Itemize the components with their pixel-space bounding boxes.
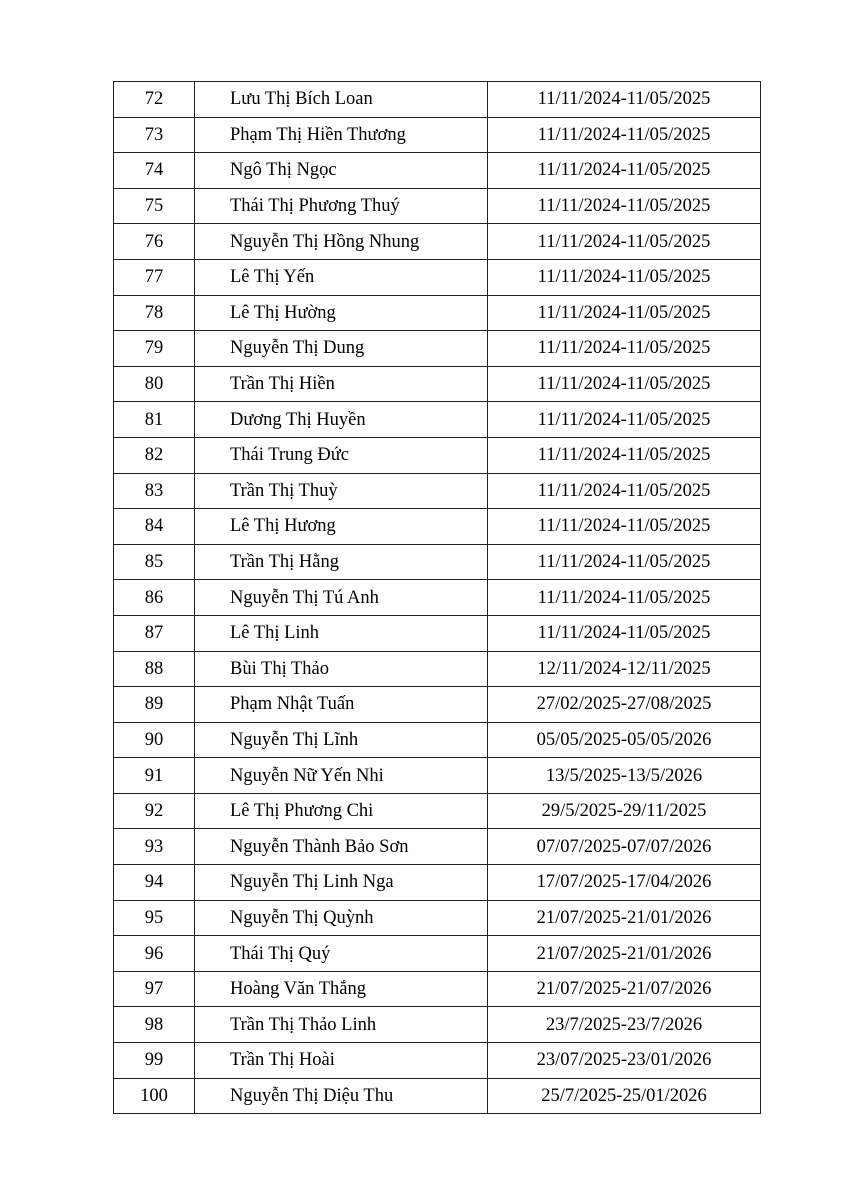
- date-range-cell: 11/11/2024-11/05/2025: [488, 82, 761, 118]
- person-name-cell: Lê Thị Hường: [195, 295, 488, 331]
- table-body: [114, 82, 761, 1114]
- date-range-cell: 11/11/2024-11/05/2025: [488, 295, 761, 331]
- table-row: [114, 900, 761, 936]
- person-name-cell: Lưu Thị Bích Loan: [195, 82, 488, 118]
- person-name-cell: Hoàng Văn Thắng: [195, 971, 488, 1007]
- person-name-cell: Nguyễn Thị Hồng Nhung: [195, 224, 488, 260]
- table-row: [114, 580, 761, 616]
- table-row: [114, 153, 761, 189]
- date-range-cell: 29/5/2025-29/11/2025: [488, 793, 761, 829]
- person-name-cell: Bùi Thị Thảo: [195, 651, 488, 687]
- row-number-cell: 100: [114, 1078, 195, 1114]
- date-range-cell: 11/11/2024-11/05/2025: [488, 224, 761, 260]
- records-table: [113, 81, 761, 1114]
- date-range-cell: 11/11/2024-11/05/2025: [488, 509, 761, 545]
- row-number-cell: 79: [114, 331, 195, 367]
- table-row: [114, 865, 761, 901]
- row-number-cell: 89: [114, 687, 195, 723]
- date-range-cell: 11/11/2024-11/05/2025: [488, 402, 761, 438]
- date-range-cell: 27/02/2025-27/08/2025: [488, 687, 761, 723]
- row-number-cell: 77: [114, 259, 195, 295]
- row-number-cell: 88: [114, 651, 195, 687]
- table-row: [114, 722, 761, 758]
- row-number-cell: 86: [114, 580, 195, 616]
- table-row: [114, 331, 761, 367]
- date-range-cell: 11/11/2024-11/05/2025: [488, 331, 761, 367]
- table-row: [114, 224, 761, 260]
- person-name-cell: Lê Thị Hương: [195, 509, 488, 545]
- row-number-cell: 81: [114, 402, 195, 438]
- date-range-cell: 21/07/2025-21/07/2026: [488, 971, 761, 1007]
- table-row: [114, 1078, 761, 1114]
- table-row: [114, 259, 761, 295]
- row-number-cell: 73: [114, 117, 195, 153]
- row-number-cell: 95: [114, 900, 195, 936]
- table-row: [114, 1007, 761, 1043]
- row-number-cell: 97: [114, 971, 195, 1007]
- row-number-cell: 76: [114, 224, 195, 260]
- table-row: [114, 473, 761, 509]
- table-row: [114, 402, 761, 438]
- person-name-cell: Thái Thị Quý: [195, 936, 488, 972]
- table-row: [114, 295, 761, 331]
- table-row: [114, 509, 761, 545]
- row-number-cell: 87: [114, 615, 195, 651]
- date-range-cell: 05/05/2025-05/05/2026: [488, 722, 761, 758]
- table-row: [114, 615, 761, 651]
- date-range-cell: 11/11/2024-11/05/2025: [488, 473, 761, 509]
- person-name-cell: Dương Thị Huyền: [195, 402, 488, 438]
- date-range-cell: 21/07/2025-21/01/2026: [488, 936, 761, 972]
- person-name-cell: Trần Thị Hoài: [195, 1043, 488, 1079]
- row-number-cell: 96: [114, 936, 195, 972]
- person-name-cell: Trần Thị Thuỳ: [195, 473, 488, 509]
- person-name-cell: Thái Thị Phương Thuý: [195, 188, 488, 224]
- row-number-cell: 98: [114, 1007, 195, 1043]
- date-range-cell: 11/11/2024-11/05/2025: [488, 580, 761, 616]
- date-range-cell: 07/07/2025-07/07/2026: [488, 829, 761, 865]
- table-row: [114, 829, 761, 865]
- date-range-cell: 11/11/2024-11/05/2025: [488, 366, 761, 402]
- person-name-cell: Lê Thị Linh: [195, 615, 488, 651]
- row-number-cell: 84: [114, 509, 195, 545]
- table-row: [114, 1043, 761, 1079]
- person-name-cell: Nguyễn Thị Lĩnh: [195, 722, 488, 758]
- row-number-cell: 80: [114, 366, 195, 402]
- table-row: [114, 936, 761, 972]
- person-name-cell: Nguyễn Thị Tú Anh: [195, 580, 488, 616]
- person-name-cell: Nguyễn Thị Linh Nga: [195, 865, 488, 901]
- date-range-cell: 12/11/2024-12/11/2025: [488, 651, 761, 687]
- date-range-cell: 11/11/2024-11/05/2025: [488, 259, 761, 295]
- date-range-cell: 11/11/2024-11/05/2025: [488, 188, 761, 224]
- table-row: [114, 793, 761, 829]
- row-number-cell: 78: [114, 295, 195, 331]
- date-range-cell: 17/07/2025-17/04/2026: [488, 865, 761, 901]
- date-range-cell: 21/07/2025-21/01/2026: [488, 900, 761, 936]
- person-name-cell: Thái Trung Đức: [195, 437, 488, 473]
- person-name-cell: Phạm Thị Hiền Thương: [195, 117, 488, 153]
- table-row: [114, 687, 761, 723]
- person-name-cell: Lê Thị Yến: [195, 259, 488, 295]
- person-name-cell: Phạm Nhật Tuấn: [195, 687, 488, 723]
- row-number-cell: 74: [114, 153, 195, 189]
- row-number-cell: 85: [114, 544, 195, 580]
- table-row: [114, 82, 761, 118]
- table-row: [114, 544, 761, 580]
- date-range-cell: 23/7/2025-23/7/2026: [488, 1007, 761, 1043]
- person-name-cell: Nguyễn Thành Bảo Sơn: [195, 829, 488, 865]
- table-row: [114, 117, 761, 153]
- row-number-cell: 92: [114, 793, 195, 829]
- row-number-cell: 82: [114, 437, 195, 473]
- person-name-cell: Trần Thị Hiền: [195, 366, 488, 402]
- row-number-cell: 90: [114, 722, 195, 758]
- person-name-cell: Nguyễn Nữ Yến Nhi: [195, 758, 488, 794]
- table-row: [114, 188, 761, 224]
- date-range-cell: 11/11/2024-11/05/2025: [488, 437, 761, 473]
- table-row: [114, 366, 761, 402]
- date-range-cell: 23/07/2025-23/01/2026: [488, 1043, 761, 1079]
- date-range-cell: 11/11/2024-11/05/2025: [488, 117, 761, 153]
- person-name-cell: Trần Thị Thảo Linh: [195, 1007, 488, 1043]
- row-number-cell: 99: [114, 1043, 195, 1079]
- row-number-cell: 83: [114, 473, 195, 509]
- row-number-cell: 91: [114, 758, 195, 794]
- person-name-cell: Ngô Thị Ngọc: [195, 153, 488, 189]
- person-name-cell: Nguyễn Thị Dung: [195, 331, 488, 367]
- date-range-cell: 11/11/2024-11/05/2025: [488, 153, 761, 189]
- table-row: [114, 651, 761, 687]
- person-name-cell: Nguyễn Thị Quỳnh: [195, 900, 488, 936]
- table-row: [114, 758, 761, 794]
- person-name-cell: Trần Thị Hằng: [195, 544, 488, 580]
- row-number-cell: 93: [114, 829, 195, 865]
- row-number-cell: 94: [114, 865, 195, 901]
- person-name-cell: Nguyễn Thị Diệu Thu: [195, 1078, 488, 1114]
- date-range-cell: 25/7/2025-25/01/2026: [488, 1078, 761, 1114]
- person-name-cell: Lê Thị Phương Chi: [195, 793, 488, 829]
- date-range-cell: 11/11/2024-11/05/2025: [488, 615, 761, 651]
- table-row: [114, 437, 761, 473]
- row-number-cell: 72: [114, 82, 195, 118]
- table-row: [114, 971, 761, 1007]
- date-range-cell: 13/5/2025-13/5/2026: [488, 758, 761, 794]
- row-number-cell: 75: [114, 188, 195, 224]
- date-range-cell: 11/11/2024-11/05/2025: [488, 544, 761, 580]
